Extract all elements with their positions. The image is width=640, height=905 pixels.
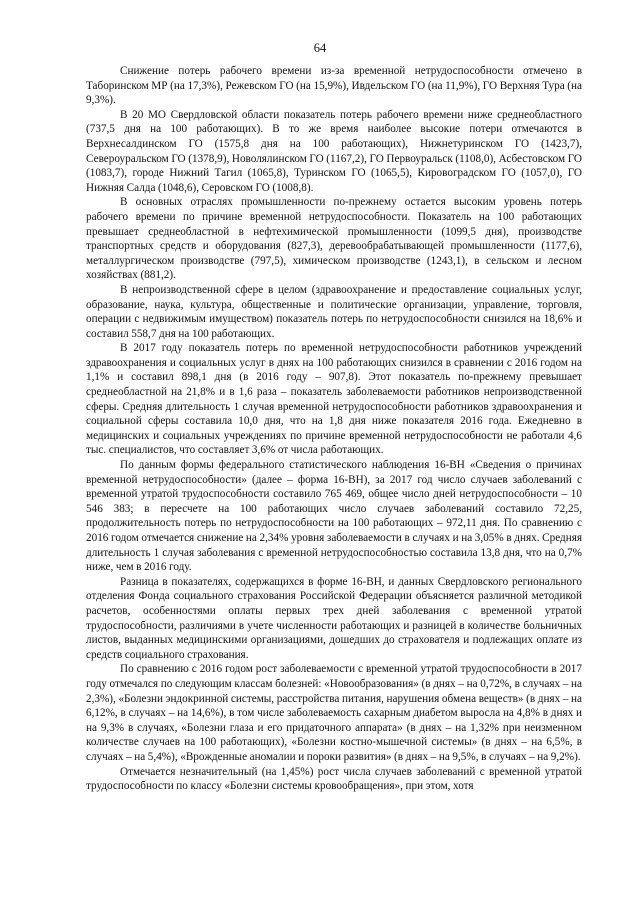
body-text <box>86 64 582 794</box>
paragraph: В непроизводственной сфере в целом (здравоохранение и предоставление социальных услуг, образование, наука, культура, общественные и политические организации, управление, торговля, операции с недвижимым имуществом) показатель потерь по нетрудоспособности снизился на 18,6% и составил 558,7 дня на 100 работающих. <box>86 283 582 340</box>
paragraph: Разница в показателях, содержащихся в форме 16-ВН, и данных Свердловского регионального отделения Фонда социального страхования Российской Федерации объясняется различной методикой расчетов, особенностями оплаты первых трех дней заболевания с временной утратой трудоспособности, различиями в учете численности работающих и разницей в количестве больничных листов, выданных медицинскими организациями, дошедших до страхователя и подлежащих оплате из средств социального страхования. <box>86 575 582 661</box>
paragraph: В основных отраслях промышленности по-прежнему остается высоким уровень потерь рабочего времени по причине временной нетрудоспособности. Показатель на 100 работающих превышает среднеобластной в нефтехимической промышленности (1099,5 дня), производстве транспортных средств и оборудования (827,3), деревообрабатывающей промышленности (1177,6), металлургическом производстве (797,5), химическом производстве (1243,1), в сельском и лесном хозяйствах (881,2). <box>86 196 582 282</box>
paragraph: По данным формы федерального статистического наблюдения 16-ВН «Сведения о причинах временной нетрудоспособности» (далее – форма 16-ВН), за 2017 год число случаев заболеваний с временной утратой трудоспособности составило 765 469, общее число дней нетрудоспособности – 10 546 383; в пересчете на 100 работающих число случаев заболеваний составило 72,25, продолжительность потерь по нетрудоспособности на 100 работающих – 972,11 дня. По сравнению с 2016 годом отмечается снижение на 2,34% уровня заболеваемости в случаях и на 3,05% в днях. Средняя длительность 1 случая заболевания с временной нетрудоспособностью составила 13,8 дня, что на 0,7% ниже, чем в 2016 году. <box>86 459 582 574</box>
paragraph: По сравнению с 2016 годом рост заболеваемости с временной утратой трудоспособности в 2017 году отмечался по следующим классам болезней: «Новообразования» (в днях – на 0,72%, в случаях – на 2,3%), «Болезни эндокринной системы, расстройства питания, нарушения обмена веществ» (в днях – на 6,12%, в случаях – на 14,6%), в том числе заболеваемость сахарным диабетом выросла на 4,8% в днях и на 9,3% в случаях, «Болезни глаза и его придаточного аппарата» (в днях – на 1,32% при неизменном количестве случаев на 100 работающих), «Болезни костно-мышечной системы» (в днях – на 6,5%, в случаях – на 5,4%), «Врожденные аномалии и пороки развития» (в днях – на 9,5%, в случаях – на 9,2%). <box>86 663 582 763</box>
paragraph: Снижение потерь рабочего времени из-за временной нетрудоспособности отмечено в Таборинском МР (на 17,3%), Режевском ГО (на 15,9%), Ивдельском ГО (на 11,9%), ГО Верхняя Тура (на 9,3%). <box>86 65 582 107</box>
paragraph: В 2017 году показатель потерь по временной нетрудоспособности работников учреждений здравоохранения и социальных услуг в днях на 100 работающих снизился в сравнении с 2016 годом на 1,1% и составил 898,1 дня (в 2016 году – 907,8). Этот показатель по-прежнему превышает среднеобластной на 21,8% и в 1,6 раза – показатель заболеваемости работников непроизводственной сферы. Средняя длительность 1 случая временной нетрудоспособности работников здравоохранения и социальной сферы составила 10,0 дня, что на 1,8 дня ниже показателя 2016 года. Ежедневно в медицинских и социальных учреждениях по причине временной нетрудоспособности не работали 4,6 тыс. специалистов, что составляет 3,6% от числа работающих. <box>86 342 582 457</box>
paragraph: Отмечается незначительный (на 1,45%) рост числа случаев заболеваний с временной утратой трудоспособности по классу «Болезни системы кровообращения», при этом, хотя <box>86 765 582 793</box>
page-number: 64 <box>313 41 327 55</box>
paragraph: В 20 МО Свердловской области показатель потерь рабочего времени ниже среднеобластного (737,5 дня на 100 работающих). В то же время наиболее высокие потери отмечаются в Верхнесалдинском ГО (1575,8 дня на 100 работающих), Нижнетуринском ГО (1423,7), Североуральском ГО (1378,9), Новолялинском ГО (1167,2), ГО Первоуральск (1108,0), Асбестовском ГО (1083,7), городе Нижний Тагил (1065,8), Туринском ГО (1065,5), Кировоградском ГО (1057,0), ГО Нижняя Салда (1048,6), Серовском ГО (1008,8). <box>86 108 582 194</box>
